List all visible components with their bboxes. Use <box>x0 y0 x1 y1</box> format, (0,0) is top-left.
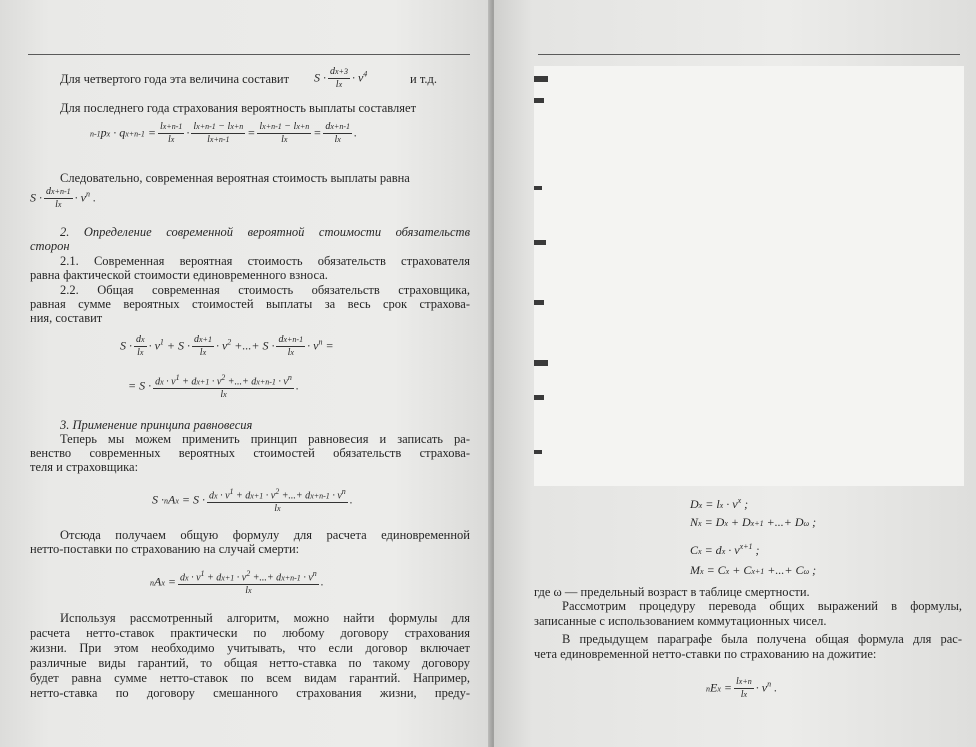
paragraph: В предыдущем параграфе была получена общая формула для рас- <box>562 632 962 646</box>
formula: Dx = lx · $v^x$ ; <box>690 496 749 511</box>
paragraph: нетто-поставки по страхованию на случай смерти: <box>30 542 300 556</box>
paragraph: ния, составит <box>30 311 103 325</box>
paragraph: чета единовременной нетто-ставки по страхованию на дожитие: <box>534 647 877 661</box>
section-heading: 3. Применение принципа равновесия <box>60 418 253 432</box>
print-artifact <box>534 450 542 454</box>
washed-out-region <box>534 66 964 486</box>
paragraph: различные виды гарантий, то общая нетто-ставка по такому договору <box>30 656 470 670</box>
paragraph: Для последнего года страхования вероятность выплаты составляет <box>60 101 417 115</box>
paragraph: записанные с использованием коммутационных чисел. <box>534 614 827 628</box>
section-heading: 2. Определение современной вероятной стоимости обязательств <box>60 225 470 239</box>
paragraph: Отсюда получаем общую формулу для расчета единовременной <box>60 528 470 542</box>
formula: S · $\frac{dx}{lx}$ · $v^1 + S$ · $\frac{dx+1}{lx}$ · $v^2$ +...+ S · $\frac{dx+n-1}{lx}$ · $v^n$ = <box>120 334 334 358</box>
paragraph: расчета нетто-ставок практически по любому договору страхования <box>30 626 470 640</box>
formula: S ·nAx = S · $\frac{dx \cdot v^1 + dx+1 \cdot v^2 +...+ dx+n-1 \cdot v^n}{lx}$ . <box>152 487 353 515</box>
header-rule <box>538 54 960 55</box>
print-artifact <box>534 360 548 366</box>
paragraph: Для четвертого года эта величина составит <box>60 72 290 86</box>
paragraph: 2.1. Современная вероятная стоимость обязательств страхователя <box>60 254 470 268</box>
paragraph: равна фактической стоимости единовременного взноса. <box>30 268 328 282</box>
paragraph: Следовательно, современная вероятная стоимость выплаты равна <box>60 171 410 185</box>
paragraph: где ω — предельный возраст в таблице смертности. <box>534 585 810 599</box>
formula: nAx = $\frac{dx \cdot v^1 + dx+1 \cdot v^2 +...+ dx+n-1 \cdot v^n}{lx}$ . <box>150 569 324 597</box>
section-heading: сторон <box>30 239 70 253</box>
print-artifact <box>534 300 544 305</box>
paragraph: 2.2. Общая современная стоимость обязательств страховщика, <box>60 283 470 297</box>
formula: Nx = Dx + Dx+1 +...+ Dω ; <box>690 515 817 529</box>
formula: = S · $\frac{dx \cdot v^1 + dx+1 \cdot v^2 +...+ dx+n-1 \cdot v^n}{lx}$ . <box>128 373 299 401</box>
paragraph: равная сумме вероятных стоимостей выплаты за весь срок страхова- <box>30 297 470 311</box>
paragraph: будет равна сумме нетто-ставок по всем видам гарантий. Например, <box>30 671 470 685</box>
formula: n-1px · qx+n-1 = $\frac{lx+n-1}{lx}$ · $\frac{lx+n-1 - lx+n}{lx+n-1}$ = $\frac{lx+n-1 - lx+n}{lx}$ = $\frac{dx+n-1}{lx}$ . <box>90 121 357 145</box>
paragraph: Теперь мы можем применить принцип равновесия и записать ра- <box>60 432 470 446</box>
paragraph: жизни. При этом необходимо учитывать, что если договор включает <box>30 641 470 655</box>
print-artifact <box>534 395 544 400</box>
print-artifact <box>534 240 546 245</box>
paragraph: теля и страховщика: <box>30 460 139 474</box>
paragraph: Рассмотрим процедуру перевода общих выражений в формулы, <box>562 599 962 613</box>
formula: Cx = dx · $v^{x+1}$ ; <box>690 542 760 557</box>
paragraph: и т.д. <box>410 72 437 86</box>
formula: S · $\frac{dx+3}{lx}$ · $v^4$ <box>314 66 368 90</box>
formula: Mx = Cx + Cx+1 +...+ Cω ; <box>690 563 817 577</box>
paragraph: Используя рассмотренный алгоритм, можно найти формулы для <box>60 611 470 625</box>
right-page <box>494 0 976 747</box>
paragraph: венство современных вероятных стоимостей обязательств страхова- <box>30 446 470 460</box>
print-artifact <box>534 186 542 190</box>
formula: S · $\frac{dx+n-1}{lx}$ · $v^n$ . <box>30 186 96 210</box>
print-artifact <box>534 76 548 82</box>
paragraph: нетто-ставка по договору смешанного страхования жизни, преду- <box>30 686 470 700</box>
print-artifact <box>534 98 544 103</box>
formula: nEx = $\frac{lx+n}{lx}$ · $v^n$ . <box>706 676 778 700</box>
header-rule <box>28 54 470 55</box>
